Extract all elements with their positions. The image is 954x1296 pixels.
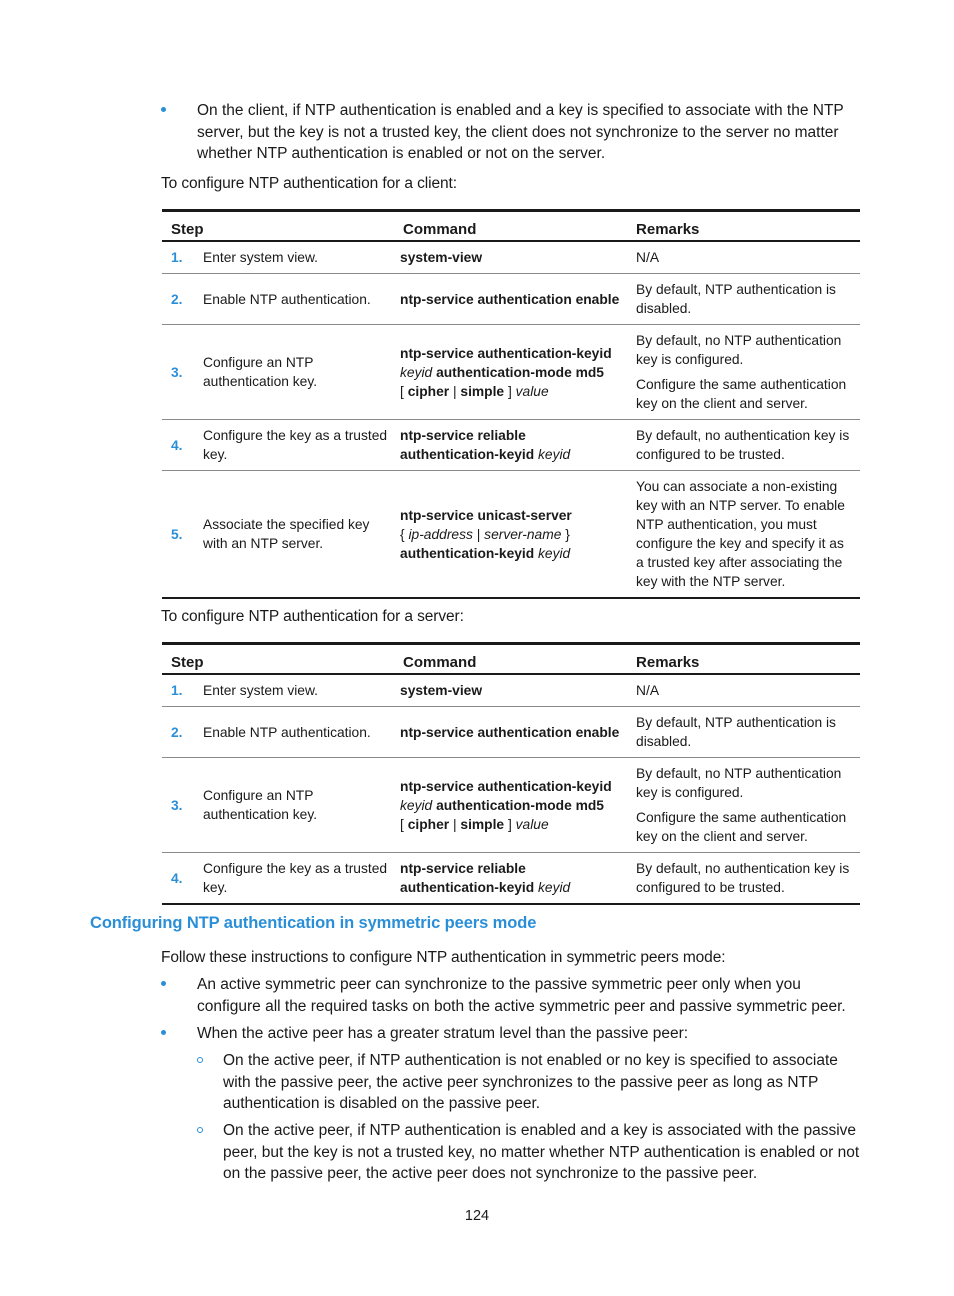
table-row: [162, 707, 860, 758]
remarks-cell: [627, 241, 860, 274]
remarks-cell: [627, 758, 860, 853]
header-remarks: Remarks: [627, 644, 860, 675]
bullet-dot-icon: [161, 981, 166, 986]
step-text: Configure the key as a trusted key.: [193, 853, 394, 905]
remarks-cell: [627, 325, 860, 420]
command-keyword: authentication-keyid: [400, 545, 535, 561]
remark-text: N/A: [636, 683, 660, 698]
section-bullet-text: When the active peer has a greater stratum level than the passive peer:: [197, 1025, 689, 1042]
remarks-cell: [627, 853, 860, 905]
section-subbullet-text: On the active peer, if NTP authentication is not enabled or no key is specified to associate with the passive peer, the active peer synchronizes to the passive peer as long as NTP authentication is disabled on the passive peer.: [223, 1052, 838, 1112]
command-argument: server-name: [484, 526, 562, 542]
command-cell: [394, 241, 627, 274]
command-cell: [394, 674, 627, 707]
command-argument: keyid: [400, 797, 433, 813]
step-number: 5.: [162, 471, 193, 599]
remark-text: By default, NTP authentication is disabled.: [636, 282, 836, 316]
table-row: [162, 325, 860, 420]
command-keyword: system-view: [400, 250, 483, 265]
command-keyword: ntp-service authentication enable: [400, 291, 620, 307]
step-number: 1.: [162, 241, 193, 274]
bullet-dot-icon: [161, 1030, 166, 1035]
remarks-cell: [627, 471, 860, 599]
step-text: Configure an NTP authentication key.: [193, 758, 394, 853]
intro-bullet: [161, 100, 867, 166]
remark-text: By default, no authentication key is configured to be trusted.: [636, 861, 850, 895]
section-bullet: [161, 1023, 867, 1045]
remarks-cell: [627, 420, 860, 471]
command-keyword: simple: [460, 816, 505, 832]
command-argument: keyid: [538, 545, 571, 561]
table-header-row: [162, 644, 860, 675]
remark-text: By default, no NTP authentication key is configured.: [636, 766, 842, 800]
command-separator: |: [476, 526, 481, 542]
command-brace: {: [400, 526, 405, 542]
command-keyword: ntp-service authentication enable: [400, 724, 620, 740]
command-bracket: ]: [507, 816, 512, 832]
command-keyword: cipher: [407, 383, 450, 399]
page-number: 124: [464, 1208, 490, 1224]
section-bullet-text: An active symmetric peer can synchronize to the passive symmetric peer only when you configure all the required tasks on both the active symmetric peer and passive symmetric peer.: [197, 976, 846, 1015]
remark-text: By default, no authentication key is configured to be trusted.: [636, 428, 850, 462]
command-keyword: ntp-service authentication-keyid: [400, 778, 612, 794]
command-separator: |: [452, 816, 457, 832]
section-subbullet: [197, 1120, 867, 1186]
section-heading: Configuring NTP authentication in symmetric peers mode: [90, 914, 537, 932]
command-keyword: cipher: [407, 816, 450, 832]
table-row: [162, 674, 860, 707]
remark-text: Configure the same authentication key on the client and server.: [636, 810, 847, 844]
command-cell: [394, 707, 627, 758]
bullet-dot-icon: [161, 107, 166, 112]
step-text: Enter system view.: [193, 241, 394, 274]
step-text: Configure the key as a trusted key.: [193, 420, 394, 471]
command-keyword: authentication-mode md5: [436, 364, 604, 380]
header-command: Command: [394, 644, 627, 675]
header-step: Step: [162, 211, 394, 242]
table-row: [162, 758, 860, 853]
command-argument: keyid: [538, 447, 571, 462]
remarks-cell: [627, 707, 860, 758]
command-bracket: [: [400, 816, 404, 832]
command-argument: keyid: [400, 364, 433, 380]
intro-bullet-text: On the client, if NTP authentication is enabled and a key is specified to associate with the NTP server, but the key is not a trusted key, the client does not synchronize to the server no matter whether NTP authentication is enabled or not on the server.: [197, 102, 844, 162]
command-keyword: ntp-service reliable: [400, 861, 526, 876]
command-keyword: ntp-service authentication-keyid: [400, 345, 612, 361]
client-intro: To configure NTP authentication for a client:: [161, 175, 457, 192]
command-separator: |: [452, 383, 457, 399]
header-remarks: Remarks: [627, 211, 860, 242]
step-number: 3.: [162, 758, 193, 853]
remark-text: Configure the same authentication key on the client and server.: [636, 377, 847, 411]
remark-text: By default, NTP authentication is disabled.: [636, 715, 836, 749]
command-cell: [394, 758, 627, 853]
step-number: 2.: [162, 707, 193, 758]
server-intro: To configure NTP authentication for a server:: [161, 608, 464, 625]
step-text: Enter system view.: [193, 674, 394, 707]
hollow-bullet-icon: [197, 1057, 203, 1063]
step-text: Enable NTP authentication.: [193, 707, 394, 758]
remark-text: By default, no NTP authentication key is configured.: [636, 333, 842, 367]
step-text: Associate the specified key with an NTP server.: [193, 471, 394, 599]
table-row: [162, 471, 860, 599]
table-row: [162, 241, 860, 274]
table-row: [162, 420, 860, 471]
command-cell: [394, 471, 627, 599]
command-cell: [394, 853, 627, 905]
command-keyword: simple: [460, 383, 505, 399]
command-bracket: ]: [507, 383, 512, 399]
remark-text: N/A: [636, 250, 660, 265]
step-text: Configure an NTP authentication key.: [193, 325, 394, 420]
command-keyword: ntp-service reliable: [400, 428, 526, 443]
step-number: 3.: [162, 325, 193, 420]
step-number: 4.: [162, 420, 193, 471]
command-keyword: authentication-keyid: [400, 880, 535, 895]
section-subbullet-text: On the active peer, if NTP authentication is enabled and a key is associated with the passive peer, but the key is not a trusted key, no matter whether NTP authentication is enabled or not on the passive peer, the active peer does not synchronize to the passive peer.: [223, 1122, 860, 1182]
command-cell: [394, 325, 627, 420]
table-row: [162, 274, 860, 325]
step-text: Enable NTP authentication.: [193, 274, 394, 325]
header-step: Step: [162, 644, 394, 675]
step-number: 4.: [162, 853, 193, 905]
remarks-cell: [627, 674, 860, 707]
client-config-table: [162, 209, 860, 599]
step-number: 2.: [162, 274, 193, 325]
command-cell: [394, 420, 627, 471]
table-row: [162, 853, 860, 905]
section-bullet: [161, 974, 867, 1018]
section-intro: Follow these instructions to configure NTP authentication in symmetric peers mode:: [161, 949, 726, 966]
command-keyword: authentication-keyid: [400, 447, 535, 462]
section-subbullet: [197, 1050, 867, 1116]
command-keyword: system-view: [400, 683, 483, 698]
command-keyword: authentication-mode md5: [436, 797, 604, 813]
command-argument: keyid: [538, 880, 571, 895]
command-argument: value: [515, 816, 549, 832]
command-keyword: ntp-service unicast-server: [400, 507, 572, 523]
command-argument: value: [515, 383, 549, 399]
server-config-table: [162, 642, 860, 905]
table-header-row: [162, 211, 860, 242]
remarks-cell: [627, 274, 860, 325]
command-brace: }: [565, 526, 570, 542]
hollow-bullet-icon: [197, 1127, 203, 1133]
command-cell: [394, 274, 627, 325]
command-bracket: [: [400, 383, 404, 399]
remark-text: You can associate a non-existing key with an NTP server. To enable NTP authentication, you must configure the key and specify it as a trusted key after associating the key with the NTP server.: [636, 479, 845, 589]
step-number: 1.: [162, 674, 193, 707]
header-command: Command: [394, 211, 627, 242]
command-argument: ip-address: [408, 526, 473, 542]
